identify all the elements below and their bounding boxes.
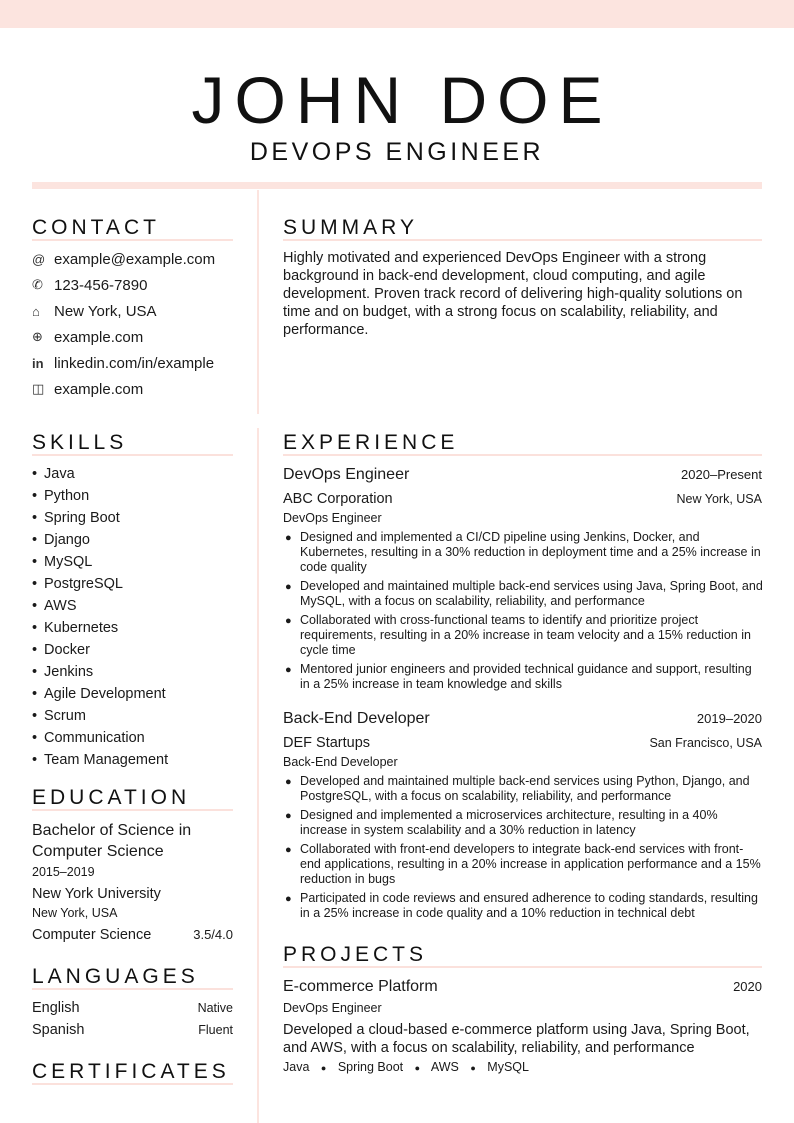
skill-item: • Spring Boot [32,510,120,526]
contact-email-text: example@example.com [54,250,216,268]
project-description: Developed a cloud-based e-commerce platform using Java, Spring Boot, and AWS, with a focus on scalability, reliability, and performance [283,1022,750,1056]
project-tag: AWS [430,1060,459,1074]
certificates-rule [32,1083,233,1085]
project-title: E-commerce Platform [283,978,438,995]
job-company-2: DEF Startups [283,735,371,751]
contact-website-text: example.com [54,328,144,346]
bookmark-icon: ◫ [32,381,45,396]
globe-icon: ⊕ [32,329,43,344]
project-tag: Spring Boot [337,1060,404,1074]
contact-linkedin[interactable] [32,353,214,373]
language-level: Fluent [198,1023,233,1037]
language-level: Native [197,1001,233,1015]
skill-item: • Docker [32,642,90,658]
phone-icon: ✆ [32,277,43,292]
contact-email[interactable] [32,249,215,269]
tag-separator-icon: ● [320,1063,327,1073]
skill-item: • Team Management [32,752,169,768]
skill-item: • Java [32,466,75,482]
tag-separator-icon: ● [470,1063,476,1073]
contact-phone-text: 123-456-7890 [54,276,148,294]
skill-item: • Communication [32,730,145,746]
column-divider-top [257,190,259,414]
job-bullet: ● Designed and implemented a microservices architecture, resulting in a 40% increase in system scalability and a 30% reduction in latency [285,808,718,837]
summary-rule [283,239,762,241]
job-bullet: ● Designed and implemented a CI/CD pipeline using Jenkins, Docker, and Kubernetes, resulting in a 30% reduction in deployment time and a 25% increase in code quality [285,530,761,574]
contact-linkedin-text: linkedin.com/in/example [54,354,215,372]
at-icon: @ [32,251,46,267]
linkedin-icon: in [32,355,44,371]
language-name: English [32,1000,80,1016]
project-tags [283,1060,529,1076]
job-title-1: DevOps Engineer [283,466,410,483]
project-tag: MySQL [487,1060,529,1074]
school-name: New York University [32,886,161,902]
summary-heading: SUMMARY [283,216,418,239]
home-icon: ⌂ [32,303,40,319]
skill-item: • Jenkins [32,664,94,680]
languages-heading: LANGUAGES [32,965,199,988]
contact-portfolio[interactable] [32,379,143,399]
contact-rule [32,239,233,241]
project-year: 2020 [733,979,762,994]
tag-separator-icon: ● [414,1063,421,1073]
skill-item: • PostgreSQL [32,576,123,592]
job-bullet: ● Participated in code reviews and ensured adherence to coding standards, resulting in a 25% increase in code quality and a 10% reduction in technical debt [285,891,758,920]
job-dates-2: 2019–2020 [696,711,762,726]
job-title: DEVOPS ENGINEER [249,138,545,166]
education-years: 2015–2019 [32,865,95,879]
school-location: New York, USA [32,906,118,920]
job-bullet: ● Collaborated with front-end developers to integrate back-end services with front-end applications, resulting in a 20% increase in application performance and a 15% reduction in bugs [285,842,761,886]
certificates-heading: CERTIFICATES [32,1060,230,1083]
skill-item: • AWS [32,598,77,614]
skill-item: • Python [32,488,90,504]
job-location-2: San Francisco, USA [649,736,762,750]
column-divider-bottom [257,428,259,1123]
job-dates-1: 2020–Present [681,467,762,482]
job-bullet: ● Developed and maintained multiple back-end services using Java, Spring Boot, and MySQL, with a focus on scalability, reliability, and performance [285,579,763,608]
skill-item: • Scrum [32,708,86,724]
education-gpa: 3.5/4.0 [193,927,233,942]
degree-line-2: Computer Science [32,843,164,860]
education-field: Computer Science [32,927,152,943]
projects-heading: PROJECTS [283,943,428,966]
top-accent-band [0,0,794,28]
job-role-1: DevOps Engineer [283,511,382,525]
skills-heading: SKILLS [32,431,128,454]
job-company-1: ABC Corporation [283,491,393,507]
contact-location-text: New York, USA [54,302,157,320]
project-tag: Java [283,1060,310,1074]
degree-line-1: Bachelor of Science in [32,822,192,839]
summary-text: Highly motivated and experienced DevOps Engineer with a strong background in back-end development, cloud computing, and agile development. Proven track record of delivering high-quality solutions on time and on budget, with a strong focus on scalability, reliability, and performance. [283,250,743,338]
experience-heading: EXPERIENCE [283,431,459,454]
experience-rule [283,454,762,456]
education-heading: EDUCATION [32,786,191,809]
skills-rule [32,454,233,456]
skill-item: • MySQL [32,554,93,570]
job-role-2: Back-End Developer [283,755,398,769]
project-role: DevOps Engineer [283,1001,382,1015]
job-bullet: ● Developed and maintained multiple back-end services using Python, Django, and PostgreSQL, with a focus on scalability, reliability, and performance [285,774,750,803]
language-name: Spanish [32,1022,85,1038]
contact-phone[interactable] [32,275,147,295]
contact-location [32,301,157,321]
languages-rule [32,988,233,990]
projects-rule [283,966,762,968]
job-location-1: New York, USA [676,492,762,506]
job-bullet: ● Mentored junior engineers and provided technical guidance and support, resulting in a 25% increase in team knowledge and skills [285,662,752,691]
job-bullet: ● Collaborated with cross-functional teams to identify and prioritize project requirements, resulting in a 20% increase in team velocity and a 15% reduction in cycle time [285,613,751,657]
skill-item: • Django [32,532,90,548]
education-rule [32,809,233,811]
contact-website[interactable] [32,327,143,347]
contact-portfolio-text: example.com [54,380,144,398]
header-divider [32,182,762,189]
candidate-name: JOHN DOE [191,63,613,137]
job-title-2: Back-End Developer [283,710,430,727]
skill-item: • Kubernetes [32,620,119,636]
skill-item: • Agile Development [32,686,166,702]
contact-heading: CONTACT [32,216,160,239]
